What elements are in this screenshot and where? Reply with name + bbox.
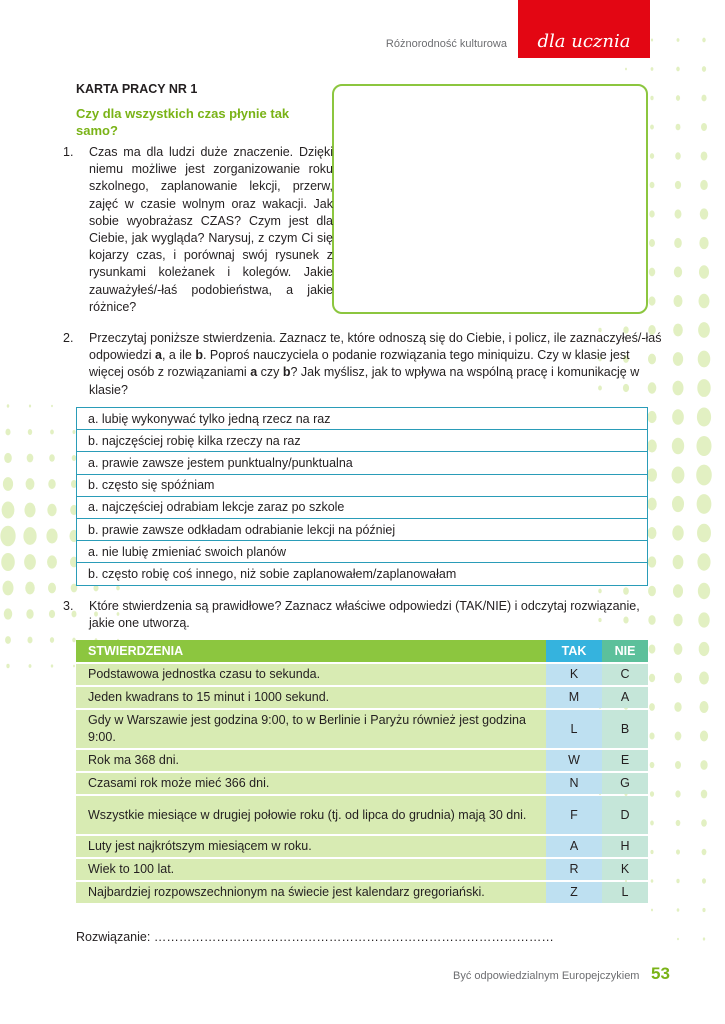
decorative-dot xyxy=(673,324,683,337)
yes-letter-cell[interactable]: R xyxy=(546,859,602,880)
task-2-text: czy xyxy=(257,365,283,380)
decorative-dot xyxy=(47,555,57,568)
decorative-dot xyxy=(0,526,15,546)
statement-cell: Podstawowa jednostka czasu to sekunda. xyxy=(76,664,546,685)
decorative-dot xyxy=(27,637,32,644)
yes-letter-cell[interactable]: F xyxy=(546,796,602,834)
table-row xyxy=(76,796,648,834)
decorative-dot xyxy=(650,124,654,129)
decorative-dot xyxy=(650,791,654,797)
decorative-dot xyxy=(697,408,711,427)
decorative-dot xyxy=(5,636,11,644)
decorative-dot xyxy=(647,498,656,511)
decorative-dot xyxy=(674,702,681,712)
task-2-text: . Poproś nauczyciela o podanie rozwiązania tego miniquizu. Czy w klasie jest więcej osób z rozwiązaniami xyxy=(89,348,630,380)
yes-letter-cell[interactable]: W xyxy=(546,750,602,771)
decorative-dot xyxy=(698,583,710,599)
no-letter-cell[interactable]: A xyxy=(602,687,648,708)
decorative-dot xyxy=(702,849,707,855)
decorative-dot xyxy=(650,153,654,159)
decorative-dot xyxy=(677,908,680,912)
no-letter-cell[interactable]: D xyxy=(602,796,648,834)
no-letter-cell[interactable]: B xyxy=(602,710,648,748)
table-row[interactable] xyxy=(77,541,648,563)
decorative-dot xyxy=(674,295,683,307)
decorative-dot xyxy=(4,453,12,463)
statement-cell: Wiek to 100 lat. xyxy=(76,859,546,880)
decorative-dot xyxy=(650,182,655,189)
statement-cell[interactable]: b. często się spóźniam xyxy=(77,474,648,496)
decorative-dot xyxy=(696,465,712,486)
decorative-dot xyxy=(648,586,656,597)
audience-badge-label: dla ucznia xyxy=(537,31,631,52)
worksheet-title: KARTA PRACY NR 1 xyxy=(76,82,198,96)
decorative-dot xyxy=(700,731,708,742)
table-row[interactable] xyxy=(77,496,648,518)
decorative-dot xyxy=(672,466,685,483)
table-row[interactable] xyxy=(77,518,648,540)
table-header-row xyxy=(76,640,648,662)
decorative-dot xyxy=(51,664,53,667)
table-row[interactable] xyxy=(77,474,648,496)
decorative-dot xyxy=(649,733,654,740)
table-row xyxy=(76,710,648,748)
decorative-dot xyxy=(698,322,710,338)
decorative-dot xyxy=(673,614,682,627)
decorative-dot xyxy=(676,124,681,131)
decorative-dot xyxy=(673,584,683,597)
decorative-dot xyxy=(701,819,707,827)
decorative-dot xyxy=(116,586,120,591)
decorative-dot xyxy=(672,409,684,425)
decorative-dot xyxy=(676,95,680,101)
decorative-dot xyxy=(676,879,679,883)
decorative-dot xyxy=(648,296,655,305)
decorative-dot xyxy=(700,180,708,190)
decorative-dot xyxy=(675,209,682,218)
table-row[interactable] xyxy=(77,430,648,452)
decorative-dot xyxy=(649,703,655,711)
yes-letter-cell[interactable]: M xyxy=(546,687,602,708)
decorative-dot xyxy=(677,38,680,42)
statement-cell: Wszystkie miesiące w drugiej połowie roku (tj. od lipca do grudnia) mają 30 dni. xyxy=(76,796,546,834)
task-2-bold-b: b xyxy=(195,348,203,363)
decorative-dot xyxy=(701,123,707,131)
decorative-dot xyxy=(674,238,682,248)
statement-cell: Gdy w Warszawie jest godzina 9:00, to w Berlinie i Paryżu również jest godzina 9:00. xyxy=(76,710,546,748)
decorative-dot xyxy=(699,237,708,249)
decorative-dot xyxy=(598,589,602,594)
decorative-dot xyxy=(702,66,706,72)
decorative-dot xyxy=(702,878,706,883)
decorative-dot xyxy=(49,454,55,461)
table-row xyxy=(76,773,648,794)
statement-cell: Najbardziej rozpowszechnionym na świecie jest kalendarz gregoriański. xyxy=(76,882,546,903)
statement-cell: Rok ma 368 dni. xyxy=(76,750,546,771)
decorative-dot xyxy=(674,266,682,277)
no-letter-cell[interactable]: L xyxy=(602,882,648,903)
decorative-dot xyxy=(46,529,57,544)
decorative-dot xyxy=(73,665,75,668)
statement-cell[interactable]: a. nie lubię zmieniać swoich planów xyxy=(77,541,648,563)
decorative-dot xyxy=(4,608,12,619)
decorative-dot xyxy=(699,671,709,684)
decorative-dot xyxy=(702,908,705,912)
decorative-dot xyxy=(2,501,15,518)
decorative-dot xyxy=(50,637,54,643)
decorative-dot xyxy=(701,151,708,160)
task-2-bold-a: a xyxy=(155,348,162,363)
table-row[interactable] xyxy=(77,408,648,430)
decorative-dot xyxy=(650,850,653,854)
decorative-dot xyxy=(698,351,711,368)
task-3-text: Które stwierdzenia są prawidłowe? Zaznacz właściwe odpowiedzi (TAK/NIE) i odczytaj rozwiązanie, jakie one utworzą. xyxy=(89,599,640,631)
drawing-area[interactable] xyxy=(332,84,648,314)
decorative-dot xyxy=(675,181,681,189)
statement-cell[interactable]: b. najczęściej robię kilka rzeczy na raz xyxy=(77,430,648,452)
decorative-dot xyxy=(649,268,655,277)
yes-letter-cell[interactable]: Z xyxy=(546,882,602,903)
column-header-no: NIE xyxy=(602,640,648,662)
decorative-dot xyxy=(5,429,10,436)
solution-line[interactable]: Rozwiązanie: …………………………………………………………………………………… xyxy=(76,930,554,944)
decorative-dot xyxy=(649,644,656,653)
yes-letter-cell[interactable]: L xyxy=(546,710,602,748)
table-row xyxy=(76,836,648,857)
table-row xyxy=(76,859,648,880)
task-3 xyxy=(63,598,663,632)
task-1-text: Czas ma dla ludzi duże znaczenie. Dzięki niemu możliwe jest zorganizowanie roku szkolnego, zaplanowanie lekcji, przerw, zajęć w czasie wolnym oraz wakacji. Jak sobie wyobrażasz CZAS? Czym jest dla Ciebie, jak wygląda? Narysuj, z czym Ci się kojarzy czas, i porównaj swój rysunek z rysunkami koleżanek i kolegów. Jakie zauważyłeś/-łaś podobieństwa, a jakie różnice? xyxy=(89,145,333,314)
decorative-dot xyxy=(651,67,654,71)
table-row[interactable] xyxy=(77,563,648,585)
decorative-dot xyxy=(625,68,627,71)
decorative-dot xyxy=(701,790,708,799)
statement-cell[interactable]: b. prawie zawsze odkładam odrabianie lekcji na później xyxy=(77,518,648,540)
table-row xyxy=(76,687,648,708)
decorative-dot xyxy=(650,821,654,826)
decorative-dot xyxy=(700,208,708,219)
decorative-dot xyxy=(697,494,712,514)
decorative-dot xyxy=(699,642,710,656)
decorative-dot xyxy=(697,524,711,543)
decorative-dot xyxy=(7,404,10,407)
task-1 xyxy=(63,144,333,316)
decorative-dot xyxy=(672,381,683,396)
decorative-dot xyxy=(675,732,682,741)
decorative-dot xyxy=(672,438,684,454)
decorative-dot xyxy=(2,581,13,596)
statement-cell[interactable]: a. prawie zawsze jestem punktualny/punktualna xyxy=(77,452,648,474)
decorative-dot xyxy=(651,909,653,912)
decorative-dot xyxy=(647,411,656,423)
decorative-dot xyxy=(23,527,36,545)
decorative-dot xyxy=(48,583,56,594)
decorative-dot xyxy=(647,440,657,453)
decorative-dot xyxy=(675,790,680,797)
decorative-dot xyxy=(93,585,98,592)
decorative-dot xyxy=(28,429,32,435)
decorative-dot xyxy=(47,504,56,516)
page-number: 53 xyxy=(651,964,670,983)
decorative-dot xyxy=(675,761,681,769)
audience-badge xyxy=(518,0,650,58)
decorative-dot xyxy=(699,265,709,278)
decorative-dot xyxy=(649,674,655,682)
decorative-dot xyxy=(696,436,711,456)
decorative-dot xyxy=(48,479,55,489)
task-1-number: 1. xyxy=(63,145,74,159)
decorative-dot xyxy=(650,96,653,100)
task-3-number: 3. xyxy=(63,599,74,613)
no-letter-cell[interactable]: C xyxy=(602,664,648,685)
decorative-dot xyxy=(29,405,31,408)
task-2-bold-a: a xyxy=(250,365,258,380)
task-2-text: , a ile xyxy=(161,348,196,363)
footer-text: Być odpowiedzialnym Europejczykiem xyxy=(453,970,640,982)
decorative-dot xyxy=(51,405,53,407)
decorative-dot xyxy=(697,379,710,397)
decorative-dot xyxy=(699,294,710,309)
no-letter-cell[interactable]: K xyxy=(602,859,648,880)
table-row xyxy=(76,882,648,903)
column-header-yes: TAK xyxy=(546,640,602,662)
table-row[interactable] xyxy=(77,452,648,474)
decorative-dot xyxy=(649,239,655,247)
decorative-dot xyxy=(703,937,705,940)
decorative-dot xyxy=(701,95,706,102)
section-title: Różnorodność kulturowa xyxy=(385,38,507,50)
decorative-dot xyxy=(6,664,9,668)
column-header-statements: STWIERDZENIA xyxy=(76,640,546,662)
decorative-dot xyxy=(672,496,684,512)
decorative-dot xyxy=(651,39,653,42)
decorative-dot xyxy=(29,664,32,668)
decorative-dot xyxy=(674,643,683,655)
decorative-dot xyxy=(26,609,33,619)
task-2-text: ? Jak myślisz, jak to wpływa na wspólną pracę i komunikację w klasie? xyxy=(89,365,640,397)
decorative-dot xyxy=(24,554,36,570)
statement-cell: Luty jest najkrótszym miesiącem w roku. xyxy=(76,836,546,857)
decorative-dot xyxy=(674,673,682,684)
decorative-dot xyxy=(647,468,657,481)
decorative-dot xyxy=(700,760,707,770)
decorative-dot xyxy=(24,503,35,518)
decorative-dot xyxy=(623,587,629,595)
decorative-dot xyxy=(649,210,654,217)
worksheet-subtitle: Czy dla wszystkich czas płynie tak samo? xyxy=(76,106,290,138)
task-2-bold-b: b xyxy=(282,365,291,380)
yes-letter-cell[interactable]: K xyxy=(546,664,602,685)
decorative-dot xyxy=(1,553,15,571)
decorative-dot xyxy=(676,820,681,826)
no-letter-cell[interactable]: G xyxy=(602,773,648,794)
decorative-dot xyxy=(673,352,683,366)
task-2-text: Przeczytaj poniższe stwierdzenia. Zaznacz te, które odnoszą się do Ciebie, i policz, ile zaznaczyłeś/-łaś odpowiedzi xyxy=(89,331,662,363)
statement-cell[interactable]: a. najczęściej odrabiam lekcje zaraz po szkole xyxy=(77,496,648,518)
decorative-dot xyxy=(27,454,34,463)
statement-cell: Czasami rok może mieć 366 dni. xyxy=(76,773,546,794)
decorative-dot xyxy=(651,879,654,882)
decorative-dot xyxy=(673,555,684,569)
decorative-dot xyxy=(25,582,35,595)
true-false-table xyxy=(76,638,648,905)
decorative-dot xyxy=(676,849,680,854)
decorative-dot xyxy=(3,477,13,491)
statement-cell[interactable]: b. często robię coś innego, niż sobie zaplanowałem/zaplanowałam xyxy=(77,563,648,585)
decorative-dot xyxy=(50,430,54,435)
decorative-dot xyxy=(26,478,35,490)
task-2-number: 2. xyxy=(63,331,74,345)
decorative-dot xyxy=(675,152,681,159)
table-row xyxy=(76,750,648,771)
decorative-dot xyxy=(676,67,680,72)
table-row xyxy=(76,664,648,685)
statement-cell[interactable]: a. lubię wykonywać tylko jedną rzecz na raz xyxy=(77,408,648,430)
no-letter-cell[interactable]: H xyxy=(602,836,648,857)
decorative-dot xyxy=(698,612,709,627)
self-assessment-table xyxy=(76,407,648,586)
decorative-dot xyxy=(648,527,657,539)
decorative-dot xyxy=(697,553,710,570)
task-2 xyxy=(63,330,663,399)
statement-cell: Jeden kwadrans to 15 minut i 1000 sekund. xyxy=(76,687,546,708)
decorative-dot xyxy=(700,701,709,713)
decorative-dot xyxy=(677,938,679,941)
no-letter-cell[interactable]: E xyxy=(602,750,648,771)
decorative-dot xyxy=(672,525,683,540)
yes-letter-cell[interactable]: A xyxy=(546,836,602,857)
decorative-dot xyxy=(702,38,705,43)
decorative-dot xyxy=(650,762,655,768)
decorative-dot xyxy=(648,556,656,567)
yes-letter-cell[interactable]: N xyxy=(546,773,602,794)
decorative-dot xyxy=(49,610,55,618)
